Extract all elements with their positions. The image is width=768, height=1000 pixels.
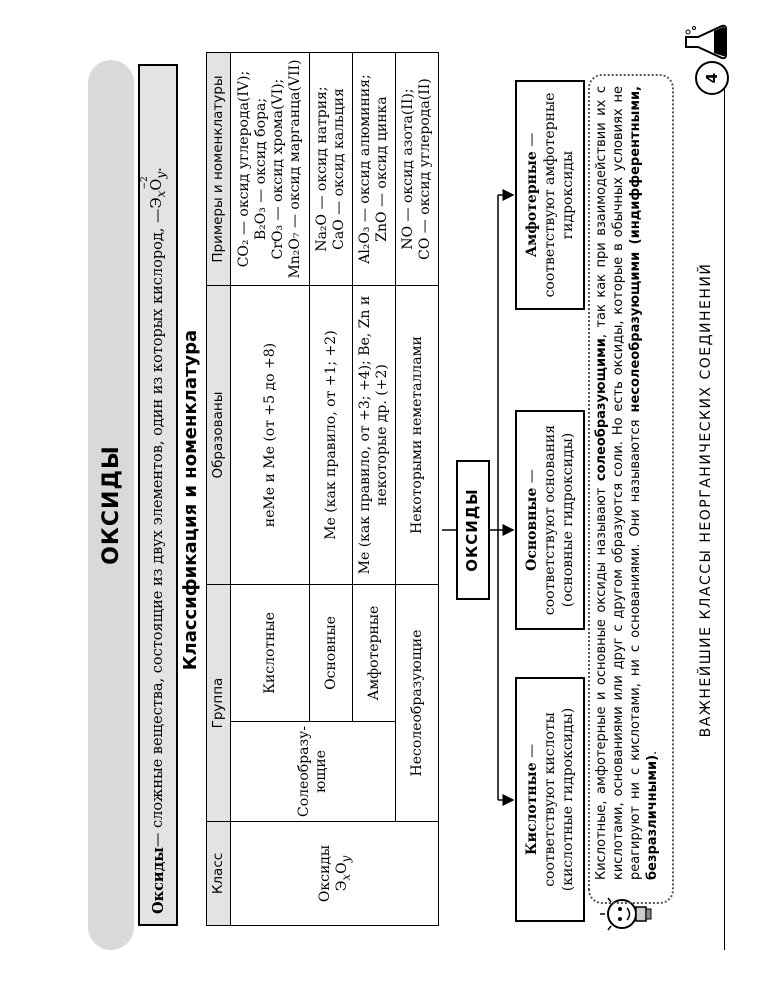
formed-cell: неМе и Ме (от +5 до +8) — [231, 286, 310, 585]
note-text: Кислотные, амфотерные и основные оксиды называют — [594, 481, 609, 880]
note-text: , так как при взаимодействии их с кислотами, основаниями или друг с другом образуются соли. Но есть оксиды, которые в обычных условиях не реагируют ни с кислотами, ни с основаниями. Они называются — [594, 86, 643, 880]
salt-forming-cell: Солеобразу-ющие — [231, 721, 396, 821]
footer-rule — [724, 80, 725, 950]
definition-formula: $Э_x$ −2 $O_y$. — [139, 167, 168, 209]
example-line: ZnO — оксид цинка — [374, 96, 390, 242]
formed-cell: Ме (как правило, от +3; +4); Be, Zn и некоторые др. (+2) — [353, 286, 396, 585]
class-name: Оксиды — [316, 844, 333, 903]
note-text: . — [644, 750, 660, 755]
group-cell: Амфотерные — [353, 585, 396, 722]
acid-title: Кислотные — [524, 762, 540, 856]
group-cell: Несолеобразующие — [396, 585, 439, 822]
basic-text: соответствуют основания (основные гидроксиды) — [542, 424, 577, 616]
amph-title: Амфотерные — [524, 151, 540, 258]
example-line: B₂O₃ — оксид бора; — [253, 97, 270, 241]
basic-oxides-box: Основные — соответствуют основания (основные гидроксиды) — [515, 410, 585, 630]
example-line: CaO — оксид кальция — [331, 88, 347, 250]
note-box — [588, 74, 674, 904]
header-examples: Примеры и номенклатуры — [207, 53, 231, 286]
footer-title: ВАЖНЕЙШИЕ КЛАССЫ НЕОРГАНИЧЕСКИХ СОЕДИНЕНИЙ — [698, 262, 714, 738]
example-line: Mn₂O₇ — оксид марганца(VII) — [286, 59, 303, 279]
example-line: Na₂O — оксид натрия; — [314, 86, 331, 252]
example-line: Al₂O₃ — оксид алюминия; — [357, 74, 374, 264]
group-cell: Основные — [310, 585, 353, 722]
formed-cell: Ме (как правило, от +1; +2) — [310, 286, 353, 585]
definition-term: Оксиды — [149, 847, 167, 914]
example-line: CO — оксид углерода(II) — [417, 78, 433, 260]
example-line: NO — оксид азота(II); — [400, 88, 417, 250]
class-formula: $Э_xO_y$ — [333, 855, 353, 892]
note-bold: несолеобразующими (индифферентными, безразличными) — [627, 86, 660, 880]
example-line: CO₂ — оксид углерода(IV); — [236, 70, 253, 268]
basic-title: Основные — [524, 487, 540, 571]
definition-text: — сложные вещества, состоящие из двух элементов, один из которых кислород, — — [150, 208, 166, 848]
header-formed: Образованы — [207, 286, 231, 585]
example-line: CrO₃ — оксид хрома(VI); — [270, 78, 286, 260]
section-subtitle: Классификация и номенклатура — [180, 329, 201, 671]
oxides-center-box: ОКСИДЫ — [456, 460, 490, 600]
group-cell: Кислотные — [231, 585, 310, 722]
header-class: Класс — [207, 822, 231, 926]
amph-text: соответствуют амфотерные гидроксиды — [542, 92, 577, 298]
acid-text: соответствуют кислоты (кислотные гидроксиды) — [542, 707, 577, 892]
note-bold: солеобразующими — [594, 338, 609, 482]
header-group: Группа — [207, 585, 231, 822]
acid-oxides-box: Кислотные — соответствуют кислоты (кислотные гидроксиды) — [515, 677, 585, 922]
flask-icon — [682, 22, 728, 62]
amphoteric-oxides-box: Амфотерные — соответствуют амфотерные гидроксиды — [515, 80, 585, 310]
formed-cell: Некоторыми неметаллами — [396, 286, 439, 585]
page-title: ОКСИДЫ — [98, 445, 124, 565]
page-number: 4 — [695, 61, 729, 95]
